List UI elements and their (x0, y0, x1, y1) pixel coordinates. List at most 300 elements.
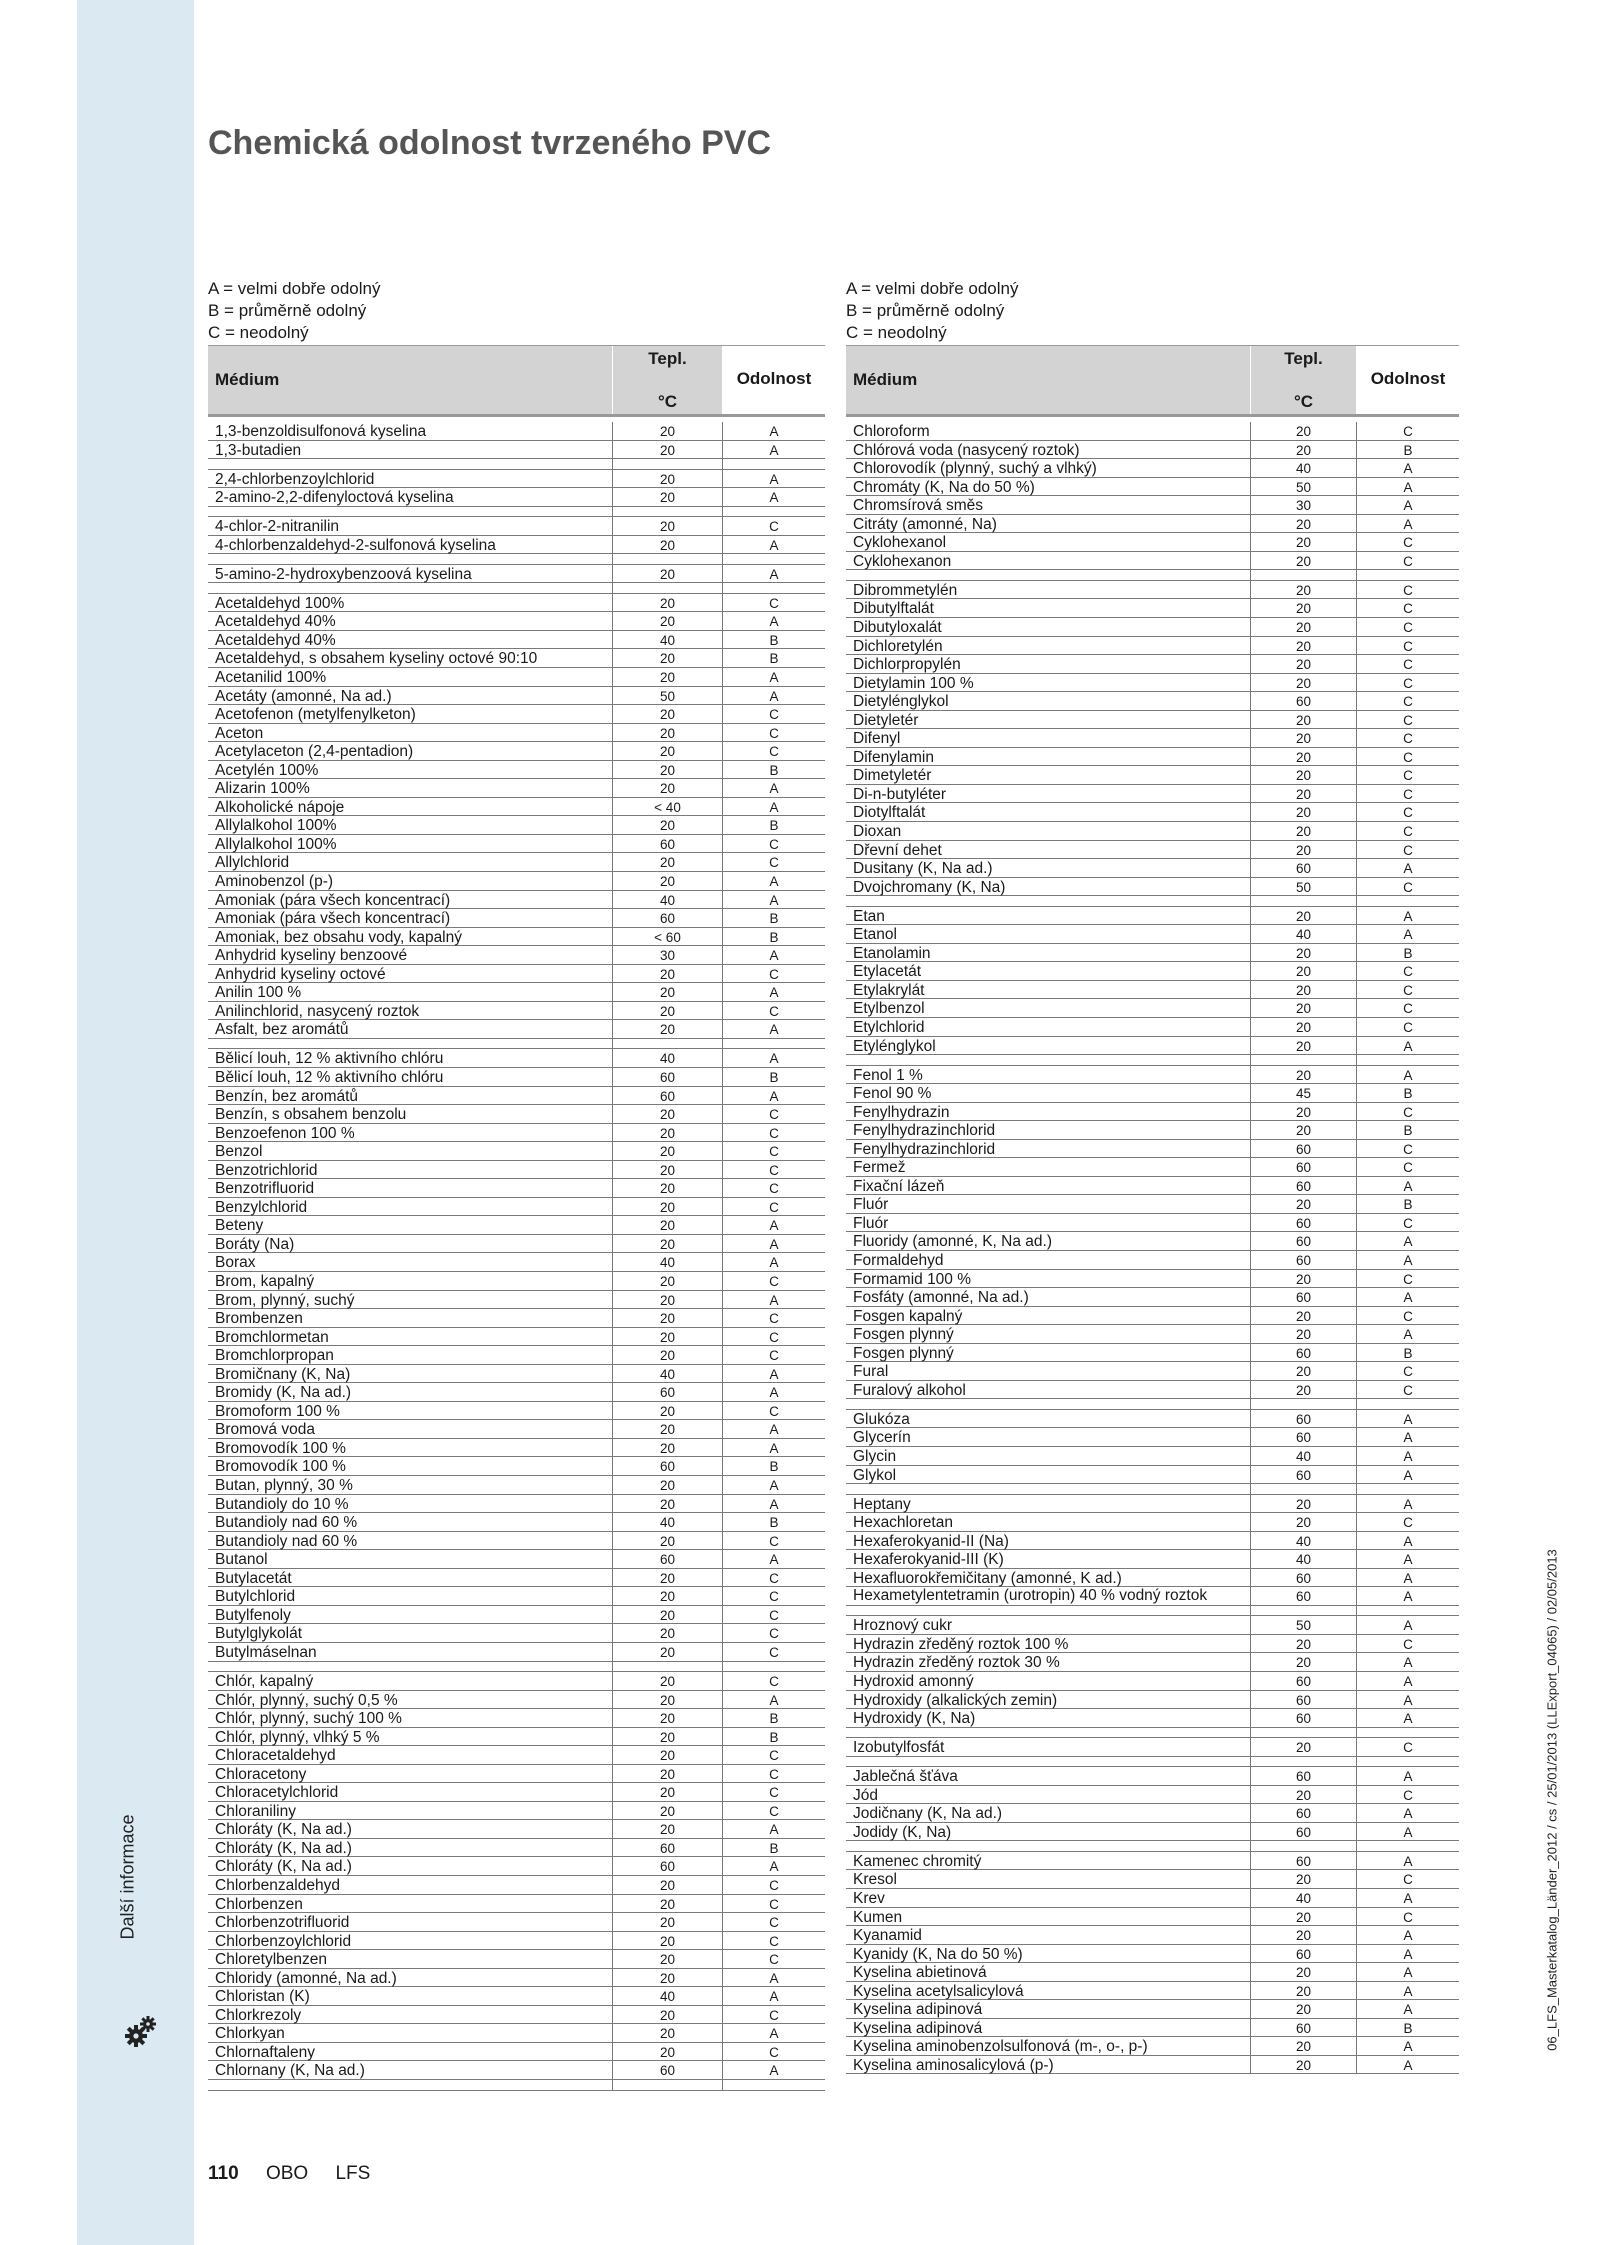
resistance-cell: C (769, 1896, 779, 1912)
table-row (208, 1105, 825, 1124)
table-row (846, 1270, 1459, 1289)
table-row (208, 1643, 825, 1662)
resistance-cell: A (1403, 461, 1413, 477)
temperature-cell: 20 (1295, 1909, 1312, 1925)
resistance-cell: A (1403, 479, 1413, 495)
resistance-cell: C (1403, 535, 1413, 551)
resistance-cell: C (769, 1348, 779, 1364)
temperature-cell: 20 (659, 471, 676, 487)
medium-cell: Allylchlorid (215, 854, 290, 872)
temperature-cell: 20 (1295, 712, 1312, 728)
table-row (208, 1346, 825, 1365)
temperature-cell: 20 (659, 1803, 676, 1819)
resistance-cell: A (769, 537, 779, 553)
medium-cell: Etan (853, 907, 885, 925)
table-row (208, 872, 825, 891)
medium-cell: Chlorkrezoly (215, 2006, 302, 2024)
table-row (846, 1037, 1459, 1056)
resistance-cell: A (1403, 2039, 1413, 2055)
medium-cell: Butandioly nad 60 % (215, 1532, 358, 1550)
medium-cell: Chlornany (K, Na ad.) (215, 2062, 365, 2080)
resistance-cell: C (1403, 424, 1413, 439)
temperature-cell: 20 (1295, 1271, 1312, 1287)
temperature-cell: 20 (659, 1125, 676, 1141)
table-row (846, 1945, 1459, 1964)
temperature-cell: 60 (1295, 1430, 1312, 1446)
temperature-cell: 20 (659, 1274, 676, 1290)
section-label: Další informace (117, 1814, 138, 1940)
medium-cell: Kyselina abietinová (853, 1964, 987, 1982)
table-row (846, 552, 1459, 571)
resistance-cell: A (769, 614, 779, 630)
temperature-cell: 20 (1295, 1308, 1312, 1324)
temperature-cell: 20 (1295, 553, 1312, 569)
temperature-cell: 20 (659, 1570, 676, 1586)
temperature-cell: 20 (659, 966, 676, 982)
resistance-cell: B (1403, 1345, 1413, 1361)
temperature-cell: 20 (1295, 1001, 1312, 1017)
temperature-cell: 20 (1295, 1364, 1312, 1380)
temperature-cell: 60 (1295, 1711, 1312, 1727)
temperature-cell: 50 (1295, 1618, 1312, 1634)
resistance-cell: C (769, 1674, 779, 1689)
resistance-cell: C (769, 1626, 779, 1642)
table-row (208, 816, 825, 835)
medium-cell: Benzol (215, 1143, 263, 1161)
medium-cell: Cyklohexanol (853, 534, 947, 552)
resistance-cell: A (1403, 1327, 1413, 1343)
medium-cell: Hexachloretan (853, 1514, 953, 1532)
temperature-cell: 20 (659, 1144, 676, 1160)
temperature-cell: 60 (659, 1552, 676, 1568)
medium-cell: Etylénglykol (853, 1037, 936, 1055)
table-row (846, 944, 1459, 963)
header-medium: Médium (853, 370, 918, 389)
header-resistance: Odolnost (1370, 369, 1446, 388)
table-row (846, 859, 1459, 878)
medium-cell: Fosgen plynný (853, 1326, 954, 1344)
resistance-cell: C (769, 744, 779, 760)
medium-cell: Dimetyletér (853, 767, 932, 785)
temperature-cell: 30 (659, 948, 676, 964)
temperature-cell: 20 (1295, 908, 1312, 924)
medium-cell: Boráty (Na) (215, 1235, 295, 1253)
medium-cell: Bromičnany (K, Na) (215, 1365, 351, 1383)
table-row (208, 668, 825, 687)
resistance-cell: B (1403, 945, 1413, 961)
table-row (208, 1457, 825, 1476)
medium-cell: Kresol (853, 1871, 897, 1889)
temperature-cell: 60 (659, 1070, 676, 1085)
table-row (208, 891, 825, 910)
resistance-cell: A (1403, 1946, 1413, 1962)
table-row (846, 1140, 1459, 1159)
table-row (208, 422, 825, 441)
table-row (208, 705, 825, 724)
medium-cell: Allylalkohol 100% (215, 817, 337, 835)
table-spacer-row (846, 896, 1459, 907)
table-header (846, 345, 1459, 417)
temperature-cell: 20 (659, 1729, 676, 1745)
medium-cell: Acetaldehyd 40% (215, 631, 336, 649)
temperature-cell: 60 (659, 836, 676, 852)
temperature-cell: 20 (659, 1329, 676, 1345)
medium-cell: Amoniak, bez obsahu vody, kapalný (215, 928, 463, 946)
table-row (846, 674, 1459, 693)
temperature-cell: 20 (659, 1785, 676, 1801)
temperature-cell: 20 (659, 1896, 676, 1912)
medium-cell: Dietylénglykol (853, 693, 949, 711)
resistance-cell: C (1403, 694, 1413, 710)
resistance-cell: A (769, 781, 779, 797)
table-row (846, 1823, 1459, 1842)
medium-cell: Fenylhydrazin (853, 1103, 950, 1121)
table-row (846, 1587, 1459, 1606)
medium-cell: Acetaldehyd 100% (215, 594, 345, 612)
table-row (208, 1439, 825, 1458)
table-row (846, 1344, 1459, 1363)
temperature-cell: 60 (1295, 1253, 1312, 1269)
medium-cell: Dietylamin 100 % (853, 674, 974, 692)
medium-cell: Benzotrichlorid (215, 1161, 318, 1179)
temperature-cell: 20 (659, 1003, 676, 1019)
table-row (846, 1195, 1459, 1214)
temperature-cell: 60 (659, 1840, 676, 1856)
table-row (846, 1214, 1459, 1233)
table-body (846, 422, 1459, 2074)
table-row (846, 1653, 1459, 1672)
medium-cell: Butan, plynný, 30 % (215, 1477, 353, 1495)
table-row (846, 1251, 1459, 1270)
temperature-cell: 60 (1295, 1411, 1312, 1427)
resistance-cell: A (1403, 1824, 1413, 1840)
medium-cell: Fosgen kapalný (853, 1307, 963, 1325)
legend-a: A = velmi dobře odolný (208, 279, 381, 298)
medium-cell: Diotylftalát (853, 804, 926, 822)
resistance-cell: C (1403, 675, 1413, 691)
temperature-cell: 20 (1295, 1496, 1312, 1512)
resistance-cell: A (1403, 1570, 1413, 1586)
medium-cell: Butandioly nad 60 % (215, 1514, 358, 1532)
resistance-cell: A (1403, 1692, 1413, 1708)
medium-cell: Acetanilid 100% (215, 669, 327, 687)
table-row (846, 599, 1459, 618)
resistance-cell: A (1403, 498, 1413, 514)
temperature-cell: 20 (1295, 638, 1312, 654)
resistance-cell: A (1403, 1448, 1413, 1464)
table-row (846, 1635, 1459, 1654)
table-row (208, 1272, 825, 1291)
resistance-cell: C (769, 725, 779, 741)
temperature-cell: 20 (659, 1674, 676, 1689)
resistance-cell: A (1403, 1983, 1413, 1999)
medium-cell: Chlorbenzaldehyd (215, 1877, 340, 1895)
table-row (846, 1325, 1459, 1344)
medium-cell: 1,3-benzoldisulfonová kyselina (215, 423, 427, 440)
resistance-cell: C (769, 1803, 779, 1819)
resistance-cell: B (769, 1070, 779, 1085)
medium-cell: Acetylén 100% (215, 761, 319, 779)
medium-cell: 2-amino-2,2-difenyloctová kyselina (215, 489, 454, 507)
medium-cell: Cyklohexanon (853, 552, 952, 570)
resistance-cell: B (769, 1459, 779, 1475)
table-row (846, 581, 1459, 600)
temperature-cell: 20 (1295, 1787, 1312, 1803)
table-spacer-row (846, 1841, 1459, 1852)
table-row (208, 1291, 825, 1310)
resistance-cell: C (1403, 1104, 1413, 1120)
resistance-cell: B (769, 651, 779, 667)
resistance-cell: A (769, 892, 779, 908)
resistance-cell: A (1403, 1178, 1413, 1194)
table-row (208, 1049, 825, 1068)
table-row (208, 1002, 825, 1021)
temperature-cell: 20 (1295, 1965, 1312, 1981)
table-row (208, 1606, 825, 1625)
table-row (208, 1728, 825, 1747)
table-spacer-row (846, 1399, 1459, 1410)
resistance-cell: C (1403, 1909, 1413, 1925)
temperature-cell: 20 (659, 1496, 676, 1512)
medium-cell: Bromovodík 100 % (215, 1458, 346, 1476)
resistance-cell: A (769, 1236, 779, 1252)
table-row (208, 1857, 825, 1876)
temperature-cell: 20 (659, 725, 676, 741)
table-row (846, 981, 1459, 1000)
medium-cell: Kyselina adipinová (853, 2019, 983, 2037)
medium-cell: Bromchlormetan (215, 1328, 329, 1346)
resistance-cell: C (769, 1766, 779, 1782)
medium-cell: Hexaferokyanid-III (K) (853, 1551, 1004, 1569)
temperature-cell: 20 (1295, 768, 1312, 784)
medium-cell: Chloráty (K, Na ad.) (215, 1858, 352, 1876)
temperature-cell: 40 (1295, 1552, 1312, 1568)
resistance-cell: A (1403, 1806, 1413, 1822)
medium-cell: 4-chlor-2-nitranilin (215, 518, 340, 536)
resistance-cell: A (769, 1422, 779, 1438)
table-row (208, 1913, 825, 1932)
medium-cell: Chlór, plynný, vlhký 5 % (215, 1728, 380, 1746)
medium-cell: Brom, kapalný (215, 1273, 315, 1291)
temperature-cell: 60 (1295, 1141, 1312, 1157)
medium-cell: Glycerín (853, 1429, 911, 1447)
resistance-cell: C (1403, 842, 1413, 858)
resistance-cell: A (1403, 1411, 1413, 1427)
medium-cell: Etanol (853, 926, 897, 944)
temperature-cell: 40 (659, 1255, 676, 1271)
resistance-cell: B (769, 632, 779, 648)
resistance-cell: A (769, 1478, 779, 1494)
temperature-cell: 40 (1295, 461, 1312, 477)
medium-cell: Dusitany (K, Na ad.) (853, 860, 993, 878)
temperature-cell: 20 (1295, 1872, 1312, 1888)
table-row (846, 1018, 1459, 1037)
resistance-cell: C (1403, 768, 1413, 784)
table-row (846, 1121, 1459, 1140)
medium-cell: Butandioly do 10 % (215, 1495, 349, 1513)
temperature-cell: 20 (1295, 842, 1312, 858)
medium-cell: Chlorbenzoylchlorid (215, 1932, 352, 1950)
temperature-cell: 60 (659, 1459, 676, 1475)
resistance-cell: A (1403, 1890, 1413, 1906)
table-row (208, 1783, 825, 1802)
temperature-cell: 20 (659, 744, 676, 760)
temperature-cell: 20 (659, 1822, 676, 1838)
medium-cell: Heptany (853, 1495, 911, 1513)
table-row (208, 965, 825, 984)
medium-cell: Anhydrid kyseliny benzoové (215, 947, 408, 965)
medium-cell: Citráty (amonné, Na) (853, 515, 997, 533)
temperature-cell: 20 (659, 490, 676, 506)
table-row (846, 1963, 1459, 1982)
temperature-cell: 40 (1295, 1533, 1312, 1549)
medium-cell: Di-n-butyléter (853, 785, 947, 803)
resistance-cell: C (1403, 749, 1413, 765)
medium-cell: Kyselina aminobenzolsulfonová (m-, o-, p-) (853, 2038, 1148, 2056)
table-row (208, 2043, 825, 2062)
temperature-cell: 20 (659, 1218, 676, 1234)
resistance-cell: A (1403, 1253, 1413, 1269)
medium-cell: Dibutylftalát (853, 600, 934, 618)
table-row (846, 925, 1459, 944)
table-row (208, 1672, 825, 1691)
medium-cell: Fluór (853, 1214, 889, 1232)
table-row (846, 515, 1459, 534)
resistance-cell: C (1403, 601, 1413, 617)
legend-b: B = průměrně odolný (846, 301, 1005, 320)
resistance-cell: A (769, 1385, 779, 1401)
table-row (208, 1513, 825, 1532)
medium-cell: Glykol (853, 1466, 897, 1484)
table-row (208, 1932, 825, 1951)
medium-cell: Chloraniliny (215, 1802, 296, 1820)
table-row (208, 631, 825, 650)
resistance-cell: C (1403, 582, 1413, 598)
medium-cell: Anilin 100 % (215, 984, 302, 1002)
table-row (846, 841, 1459, 860)
gear-icon (124, 2015, 158, 2049)
temperature-cell: 60 (1295, 1692, 1312, 1708)
resistance-cell: C (769, 1003, 779, 1019)
medium-cell: Bromová voda (215, 1421, 315, 1439)
temperature-cell: 50 (659, 688, 676, 704)
table-row (208, 441, 825, 460)
table-row (208, 1569, 825, 1588)
resistance-cell: A (1403, 1928, 1413, 1944)
table-row (846, 711, 1459, 730)
temperature-cell: 20 (659, 1711, 676, 1727)
medium-cell: Aminobenzol (p-) (215, 873, 334, 891)
temperature-cell: 20 (1295, 945, 1312, 961)
temperature-cell: 20 (659, 519, 676, 535)
temperature-cell: 20 (1295, 1038, 1312, 1054)
table-spacer-row (208, 1039, 825, 1050)
resistance-cell: C (769, 707, 779, 723)
medium-cell: Chlór, plynný, suchý 100 % (215, 1710, 402, 1728)
resistance-cell: B (769, 911, 779, 927)
table-spacer-row (846, 1484, 1459, 1495)
temperature-cell: 20 (1295, 2002, 1312, 2018)
table-row (208, 1969, 825, 1988)
medium-cell: Chlór, kapalný (215, 1673, 314, 1690)
temperature-cell: 45 (1295, 1086, 1312, 1102)
medium-cell: Chromáty (K, Na do 50 %) (853, 478, 1035, 496)
table-row (208, 742, 825, 761)
medium-cell: Kyanidy (K, Na do 50 %) (853, 1945, 1023, 1963)
resistance-cell: C (769, 1952, 779, 1968)
temperature-cell: 20 (659, 781, 676, 797)
medium-cell: Chlór, plynný, suchý 0,5 % (215, 1691, 398, 1709)
temperature-cell: 20 (1295, 1067, 1312, 1083)
temperature-cell: 20 (659, 595, 676, 611)
temperature-cell: 60 (1295, 1234, 1312, 1250)
temperature-cell: 20 (659, 1878, 676, 1894)
resistance-cell: C (1403, 731, 1413, 747)
table-row (846, 1889, 1459, 1908)
table-row (208, 1476, 825, 1495)
table-spacer-row (846, 1728, 1459, 1739)
medium-cell: Kumen (853, 1908, 903, 1926)
table-row (208, 594, 825, 613)
temperature-cell: 20 (1295, 535, 1312, 551)
legend (846, 278, 1459, 344)
medium-cell: Chlornaftaleny (215, 2043, 315, 2061)
table-row (846, 1691, 1459, 1710)
temperature-cell: 60 (659, 2063, 676, 2079)
temperature-cell: 60 (1295, 1769, 1312, 1785)
table-row (846, 1158, 1459, 1177)
resistance-cell: A (769, 2026, 779, 2042)
resistance-cell: B (769, 762, 779, 778)
resistance-cell: C (769, 1403, 779, 1419)
medium-cell: Chloracetylchlorid (215, 1784, 339, 1802)
medium-cell: Difenylamin (853, 748, 934, 766)
resistance-cell: C (1403, 1787, 1413, 1803)
resistance-cell: B (1403, 1086, 1413, 1102)
table-row (208, 1420, 825, 1439)
legend-b: B = průměrně odolný (208, 301, 367, 320)
resistance-cell: C (1403, 805, 1413, 821)
table-row (846, 1307, 1459, 1326)
temperature-cell: 20 (659, 424, 676, 439)
temperature-cell: 40 (659, 892, 676, 908)
temperature-cell: 20 (1295, 1123, 1312, 1139)
medium-cell: Bělicí louh, 12 % aktivního chlóru (215, 1069, 444, 1086)
resistance-cell: C (1403, 1001, 1413, 1017)
medium-cell: Hexaferokyanid-II (Na) (853, 1532, 1009, 1550)
resistance-cell: A (1403, 1589, 1413, 1605)
table-row (208, 2024, 825, 2043)
resistance-cell: A (769, 566, 779, 582)
medium-cell: Dibrommetylén (853, 581, 958, 599)
medium-cell: Fural (853, 1363, 889, 1381)
medium-cell: Dioxan (853, 822, 902, 840)
header-temp: Tepl. (648, 349, 687, 368)
medium-cell: Acetylaceton (2,4-pentadion) (215, 743, 414, 761)
medium-cell: Fosgen plynný (853, 1344, 954, 1362)
table-row (208, 1765, 825, 1784)
resistance-cell: C (1403, 1271, 1413, 1287)
table-row (208, 1253, 825, 1272)
medium-cell: 1,3-butadien (215, 441, 302, 459)
resistance-cell: A (769, 424, 779, 439)
temperature-cell: 20 (1295, 731, 1312, 747)
medium-cell: Chlorkyan (215, 2025, 285, 2043)
table-row (846, 1288, 1459, 1307)
medium-cell: Butanol (215, 1551, 268, 1569)
table-row (208, 687, 825, 706)
medium-cell: Acetofenon (metylfenylketon) (215, 706, 416, 724)
